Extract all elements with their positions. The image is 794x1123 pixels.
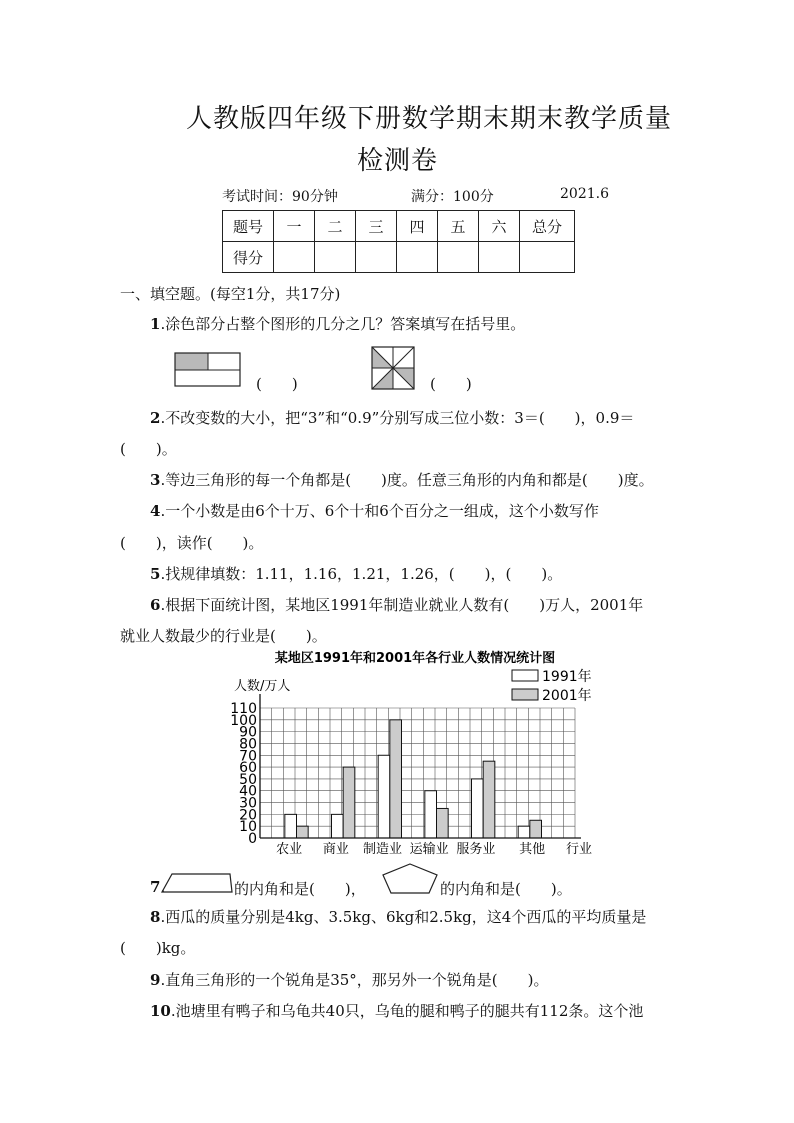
x-tick-label: 农业 xyxy=(276,842,303,857)
score-header-cell: 五 xyxy=(438,211,479,242)
y-tick-label: 30 xyxy=(239,795,257,812)
question-4 xyxy=(150,500,599,521)
bar-1991 xyxy=(518,826,530,838)
question-number: 9 xyxy=(150,971,161,989)
y-tick-label: 110 xyxy=(230,701,257,717)
legend-swatch xyxy=(512,670,538,681)
score-header-cell: 六 xyxy=(479,211,520,242)
pentagon-figure xyxy=(380,862,440,896)
question-1 xyxy=(150,313,525,334)
score-cell[interactable] xyxy=(520,242,575,273)
question-text: .西瓜的质量分别是4kg、3.5kg、6kg和2.5kg，这4个西瓜的平均质量是 xyxy=(160,908,647,926)
bar-1991 xyxy=(285,814,297,838)
trapezoid-shape xyxy=(162,874,232,892)
score-cell[interactable] xyxy=(438,242,479,273)
shaded-rectangle-figure xyxy=(174,352,242,388)
x-tick-label: 服务业 xyxy=(456,842,496,857)
full-score: 满分：100分 xyxy=(411,189,494,205)
bar-1991 xyxy=(425,791,437,838)
question-number: 5 xyxy=(150,565,161,583)
answer-blank[interactable]: ( ) xyxy=(430,375,472,393)
question-number: 2 xyxy=(150,409,161,427)
question-number: 6 xyxy=(150,596,161,614)
y-tick-label: 10 xyxy=(239,819,257,836)
bar-2001 xyxy=(530,820,542,838)
question-number: 3 xyxy=(150,471,161,489)
chart-x-axis-label: 行业 xyxy=(565,842,593,857)
y-tick-label: 100 xyxy=(230,712,257,729)
question-9 xyxy=(150,969,549,990)
score-header-cell: 三 xyxy=(356,211,397,242)
trapezoid-figure xyxy=(160,872,234,896)
legend-swatch xyxy=(512,689,538,700)
question-number: 10 xyxy=(150,1002,171,1020)
question-8-line2: ( )kg。 xyxy=(120,939,196,957)
y-tick-label: 90 xyxy=(239,724,257,741)
bar-1991 xyxy=(472,779,484,838)
score-cell[interactable] xyxy=(274,242,315,273)
y-tick-label: 0 xyxy=(248,831,257,847)
question-6 xyxy=(150,594,643,615)
x-tick-label: 运输业 xyxy=(409,842,449,857)
question-text: .等边三角形的每一个角都是( )度。任意三角形的内角和都是( )度。 xyxy=(160,471,654,489)
legend-label: 2001年 xyxy=(542,688,592,704)
score-table-score-row xyxy=(223,242,575,273)
question-text: .池塘里有鸭子和乌龟共40只，乌龟的腿和鸭子的腿共有112条。这个池 xyxy=(170,1002,644,1020)
y-tick-label: 50 xyxy=(239,771,257,788)
question-text: .不改变数的大小，把“3”和“0.9”分别写成三位小数：3＝( )，0.9＝ xyxy=(160,409,635,427)
exam-date: 2021.6 xyxy=(560,186,609,202)
shaded-part xyxy=(175,353,208,370)
bar-2001 xyxy=(390,720,402,838)
exam-time: 考试时间：90分钟 xyxy=(222,189,338,205)
question-8 xyxy=(150,906,646,927)
question-number: 7 xyxy=(150,878,161,896)
bar-2001 xyxy=(297,826,309,838)
employment-bar-chart xyxy=(220,648,610,862)
legend-label: 1991年 xyxy=(542,669,592,685)
y-tick-label: 40 xyxy=(239,783,257,800)
score-header-cell: 一 xyxy=(274,211,315,242)
question-6-line2: 就业人数最少的行业是( )。 xyxy=(120,627,327,645)
question-3 xyxy=(150,469,654,490)
x-tick-label: 其他 xyxy=(519,842,546,857)
question-number: 8 xyxy=(150,908,161,926)
score-row-label: 得分 xyxy=(223,242,274,273)
section-title: 一、填空题。(每空1分，共17分) xyxy=(120,285,341,303)
score-table xyxy=(222,210,575,273)
question-text: .一个小数是由6个十万、6个十和6个百分之一组成，这个小数写作 xyxy=(160,502,599,520)
question-text: .涂色部分占整个图形的几分之几？答案填写在括号里。 xyxy=(160,315,526,333)
question-number: 4 xyxy=(150,502,161,520)
y-tick-label: 70 xyxy=(239,748,257,765)
score-cell[interactable] xyxy=(479,242,520,273)
y-tick-label: 60 xyxy=(239,760,257,777)
chart-title: 某地区1991年和2001年各行业人数情况统计图 xyxy=(274,651,556,666)
x-tick-label: 制造业 xyxy=(362,842,403,857)
question-4-line2: ( )，读作( )。 xyxy=(120,534,264,552)
score-cell[interactable] xyxy=(315,242,356,273)
question-text: .找规律填数：1.11，1.16，1.21，1.26，( )，( )。 xyxy=(160,565,563,583)
chart-legend xyxy=(512,668,592,704)
answer-blank[interactable]: ( ) xyxy=(256,375,298,393)
shaded-square-figure xyxy=(371,346,415,390)
page-title: 人教版四年级下册数学期末期末教学质量 xyxy=(186,104,673,134)
y-tick-label: 80 xyxy=(239,736,257,753)
score-cell[interactable] xyxy=(397,242,438,273)
question-text: .根据下面统计图，某地区1991年制造业就业人数有( )万人，2001年 xyxy=(160,596,644,614)
chart-grid xyxy=(260,708,575,838)
question-number: 1 xyxy=(150,315,161,333)
bar-1991 xyxy=(332,814,344,838)
bar-1991 xyxy=(378,755,390,838)
page-title-line2: 检测卷 xyxy=(357,146,439,176)
bar-2001 xyxy=(343,767,355,838)
score-header-cell: 总分 xyxy=(520,211,575,242)
x-tick-label: 商业 xyxy=(322,842,349,857)
question-text: .直角三角形的一个锐角是35°，那另外一个锐角是( )。 xyxy=(160,971,549,989)
chart-y-axis-label: 人数/万人 xyxy=(234,679,291,694)
question-2 xyxy=(150,407,634,428)
score-cell[interactable] xyxy=(356,242,397,273)
score-header-cell: 题号 xyxy=(223,211,274,242)
question-10 xyxy=(150,1000,643,1021)
bar-2001 xyxy=(437,808,449,838)
score-table-header-row xyxy=(223,211,575,242)
question-7-pentagon-text: 的内角和是( )。 xyxy=(440,880,572,898)
pentagon-shape xyxy=(383,864,437,893)
question-5 xyxy=(150,563,562,584)
question-7-trapezoid-text: 的内角和是( )， xyxy=(234,880,366,898)
question-2-line2: ( )。 xyxy=(120,440,177,458)
question-text: . xyxy=(160,878,166,896)
bar-2001 xyxy=(483,761,495,838)
y-tick-label: 20 xyxy=(239,807,257,824)
score-header-cell: 四 xyxy=(397,211,438,242)
score-header-cell: 二 xyxy=(315,211,356,242)
